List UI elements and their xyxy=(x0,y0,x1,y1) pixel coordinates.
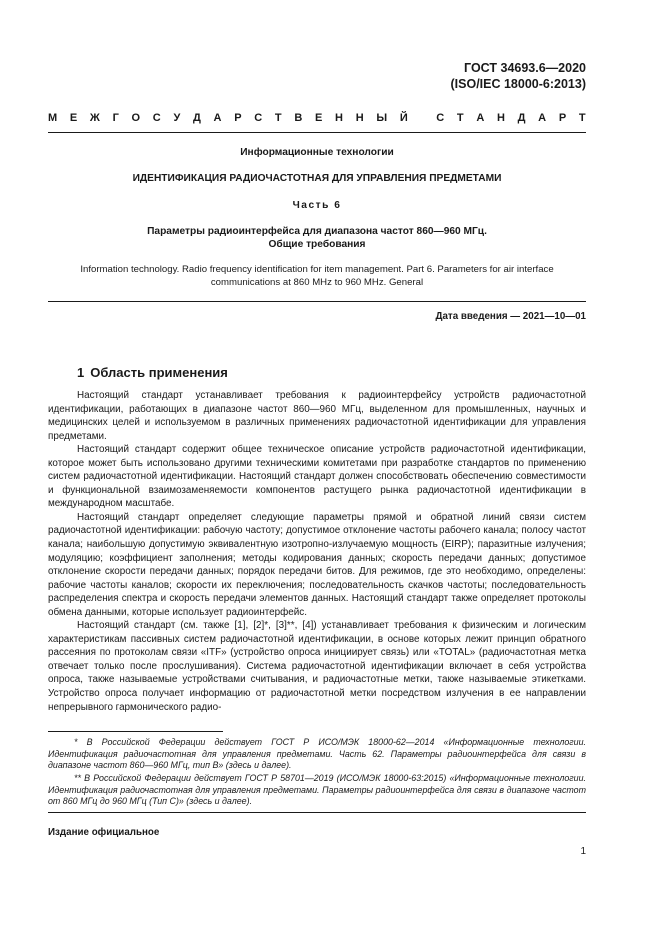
section-body xyxy=(48,389,586,714)
footnote-1 xyxy=(48,737,586,772)
banner-letter: У xyxy=(173,112,181,124)
official-edition-label: Издание официальное xyxy=(48,827,160,838)
header-divider xyxy=(48,132,586,133)
section-title: Область применения xyxy=(90,365,228,380)
title-part: Часть 6 xyxy=(292,200,342,211)
title-subtitle-line1: Параметры радиоинтерфейса для диапазона частот 860—960 МГц. xyxy=(147,226,487,237)
banner-letter: Т xyxy=(578,112,586,124)
page-number: 1 xyxy=(580,846,586,857)
paragraph: Настоящий стандарт содержит общее техническое описание устройств радиочастотной идентификации, которое может быть использовано другими техническими комитетами при разработке стандартов по применению систем радиочастотной идентификации. Настоящий стандарт должен способствовать обеспечению совместимости и функциональной взаимозаменяемости компонентов растущего рынка радиочастотной идентификации в международном масштабе. xyxy=(48,444,586,510)
paragraph: Настоящий стандарт устанавливает требования к радиоинтерфейсу устройств радиочастотной идентификации, работающих в диапазоне частот 860—960 МГц, выделенном для промышленных, научных и медицинских целей и используемом в различных применениях радиочастотной идентификации для управления предметами. xyxy=(48,390,586,442)
banner-letter: Р xyxy=(558,112,567,124)
banner-letter: Н xyxy=(355,112,364,124)
banner-letter: С xyxy=(152,112,161,124)
banner-letter: А xyxy=(476,112,485,124)
banner-gap xyxy=(420,112,423,125)
banner-letter: Т xyxy=(274,112,282,124)
interstate-standard-banner xyxy=(48,112,586,125)
title-main: ИДЕНТИФИКАЦИЯ РАДИОЧАСТОТНАЯ ДЛЯ УПРАВЛЕНИЯ ПРЕДМЕТАМИ xyxy=(132,173,502,184)
footnote-text: ** В Российской Федерации действует ГОСТ Р 58701—2019 (ИСО/МЭК 18000-63:2015) «Информационные технологии. Идентификация радиочастотная для управления предметами. Параметры радиоинтерфейса для связи в диапазоне частот от 860 МГц до 960 МГц (Тип С)» (здесь и далее). xyxy=(48,773,586,807)
banner-letter: А xyxy=(538,112,547,124)
footnote-text: * В Российской Федерации действует ГОСТ Р ИСО/МЭК 18000-62—2014 «Информационные технологии. Идентификация радиочастотная для управления предметами. Часть 62. Параметры радиоинтерфейса для связи в диапазоне частот 860—960 МГц, тип B» (здесь и далее). xyxy=(48,737,586,771)
banner-letter: Н xyxy=(496,112,505,124)
banner-letter: В xyxy=(294,112,303,124)
banner-letter: С xyxy=(436,112,445,124)
paragraph: Настоящий стандарт (см. также [1], [2]*, [3]**, [4]) устанавливает требования к физическим и логическим характеристикам пассивных систем радиочастотной идентификации, в основе которых лежит принцип обратного рассеяния по протоколам связи «ITF» (устройство опроса инициирует связь) или «TOTAL» (радиочастотная метка отвечает только после прослушивания). Система радиочастотной идентификации включает в себя устройства опроса, также называемые устройствами считывания, и радиочастотные метки, также называемые этикетками. Устройство опроса получает информацию от радиочастотной метки посредством излучения в ее направлении непрерывного гармонического радио- xyxy=(48,620,586,713)
standard-designation xyxy=(451,60,587,92)
banner-letter: Н xyxy=(335,112,343,124)
banner-letter: Й xyxy=(399,112,408,124)
title-english-line2: communications at 860 MHz to 960 MHz. General xyxy=(210,277,424,288)
document-page xyxy=(48,0,586,935)
banner-letter: Г xyxy=(112,112,119,124)
iso-number: (ISO/IEC 18000-6:2013) xyxy=(450,77,586,91)
title-category: Информационные технологии xyxy=(240,147,394,158)
banner-letter: Е xyxy=(69,112,78,124)
banner-letter: А xyxy=(213,112,222,124)
banner-letter: О xyxy=(131,112,141,124)
title-english-line1: Information technology. Radio frequency identification for item management. Part 6. Parameters for air interface xyxy=(80,264,554,275)
paragraph: Настоящий стандарт определяет следующие параметры прямой и обратной линий связи систем радиочастотной идентификации: рабочую частоту; допустимое отклонение частоты рабочего канала; полосу частот канала; наибольшую допустимую эквивалентную изотропно-излучаемую мощность (EIRP); паразитные излучения; модуляцию; коэффициент заполнения; методы кодирования данных; скорость передачи данных; допустимое отклонение скорости передачи данных; порядок передачи битов. Для режимов, где это необходимо, определены: рабочие частоты каналов; скорости их переключения; последовательность скачков частоты; последовательность распределения спектра и скорость передачи элементов данных. Настоящий стандарт также определяет протоколы обмена данными, которые использует радиоинтерфейс. xyxy=(48,511,586,618)
banner-letter: М xyxy=(48,112,58,124)
banner-letter: Д xyxy=(517,112,526,124)
banner-letter: Т xyxy=(456,112,464,124)
banner-letter: Ы xyxy=(376,112,388,124)
footer-divider xyxy=(48,812,586,813)
introduction-date: Дата введения — 2021—10—01 xyxy=(435,311,586,322)
section-number: 1 xyxy=(77,365,85,380)
banner-letter: Р xyxy=(234,112,242,124)
banner-letter: Д xyxy=(193,112,201,124)
title-divider xyxy=(48,301,586,302)
banner-letter: Е xyxy=(315,112,323,124)
banner-letter: С xyxy=(254,112,263,124)
footnote-divider xyxy=(48,731,223,732)
banner-letter: Ж xyxy=(89,112,100,124)
standard-number: ГОСТ 34693.6—2020 xyxy=(464,61,586,75)
footnote-2 xyxy=(48,773,586,808)
title-subtitle-line2: Общие требования xyxy=(268,239,366,250)
section-heading xyxy=(77,365,228,381)
